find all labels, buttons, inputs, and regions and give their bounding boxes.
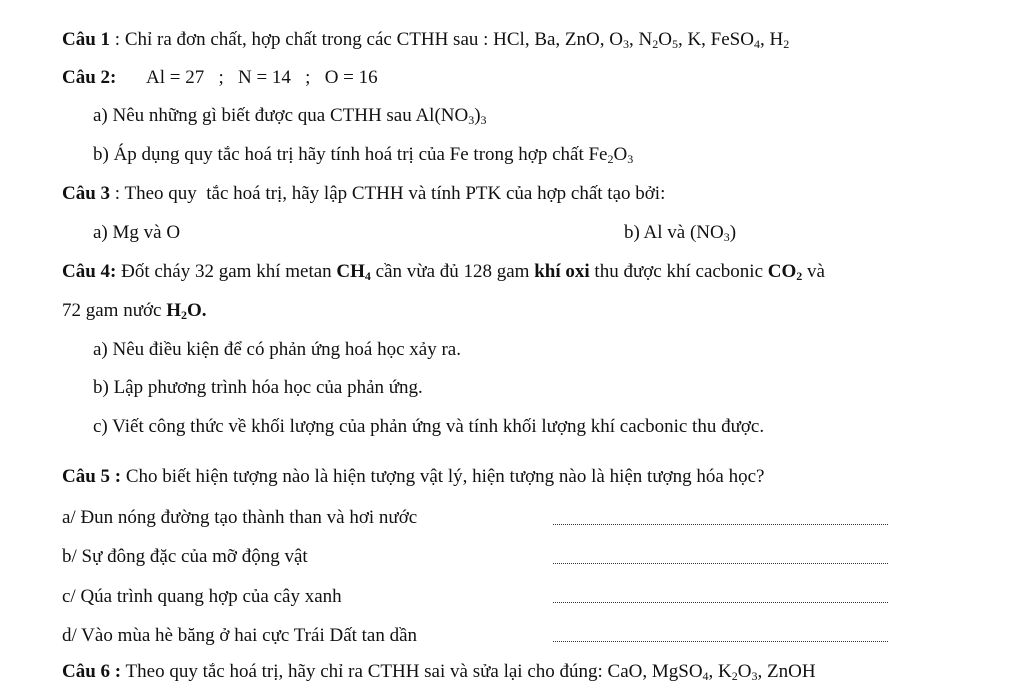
answer-blank-5a [553,523,888,525]
question-2-label: Câu 2: [62,67,117,88]
question-1-label: Câu 1 [62,29,111,50]
question-5b: b/ Sự đông đặc của mỡ động vật [62,546,308,567]
answer-blank-5d [553,640,888,642]
question-4c: c) Viết công thức về khối lượng của phản ứng và tính khối lượng khí cacbonic thu được. [93,416,765,437]
question-4a: a) Nêu điều kiện để có phản ứng hoá học xảy ra. [93,339,461,360]
question-4: Câu 4: Đốt cháy 32 gam khí metan $CH_4$ cần vừa đủ 128 gam khí oxi thu được khí cacbonic $CO_2$ và [62,261,825,283]
question-5c: c/ Qúa trình quang hợp của cây xanh [62,586,342,607]
question-3a: a) Mg và O [93,222,181,243]
question-5-text: Cho biết hiện tượng nào là hiện tượng vật lý, hiện tượng nào là hiện tượng hóa học? [121,466,765,487]
question-4-label: Câu 4: [62,261,117,282]
question-2a: a) Nêu những gì biết được qua CTHH sau $Al(NO_3)_3$ [93,105,487,127]
question-1: Câu 1 : Chỉ ra đơn chất, hợp chất trong các CTHH sau : HCl, Ba, ZnO, $O_3$, $N_2O_5$, K, FeSO$_4$, $H_2$ [62,29,790,51]
question-2 [62,68,116,87]
question-4-line-2: 72 gam nước $H_2O$. [62,300,207,322]
question-3b: b) Al và $(NO_3)$ [624,222,737,244]
question-5-label: Câu 5 : [62,466,122,487]
question-2-masses: Al = 27 ; N = 14 ; O = 16 [146,67,378,88]
question-6: Câu 6 : Theo quy tắc hoá trị, hãy chỉ ra CTHH sai và sửa lại cho đúng: CaO, MgSO$_4$, $K_2O_3$, ZnOH [62,661,816,683]
question-5a: a/ Đun nóng đường tạo thành than và hơi nước [62,507,418,528]
question-1-text: : Chỉ ra đơn chất, hợp chất trong các CTHH sau : HCl, Ba, ZnO, O [110,29,623,50]
question-3-label: Câu 3 [62,183,111,204]
question-4b: b) Lập phương trình hóa học của phản ứng. [93,377,423,398]
answer-blank-5c [553,601,888,603]
question-3 [62,184,665,203]
question-2b: b) Áp dụng quy tắc hoá trị hãy tính hoá trị của Fe trong hợp chất $Fe_2O_3$ [93,144,634,166]
question-6-label: Câu 6 : [62,661,122,682]
question-3-text: : Theo quy tắc hoá trị, hãy lập CTHH và tính PTK của hợp chất tạo bởi: [110,183,666,204]
answer-blank-5b [553,562,888,564]
question-5 [62,467,764,486]
question-5d: d/ Vào mùa hè băng ở hai cực Trái Dất tan dần [62,625,418,646]
